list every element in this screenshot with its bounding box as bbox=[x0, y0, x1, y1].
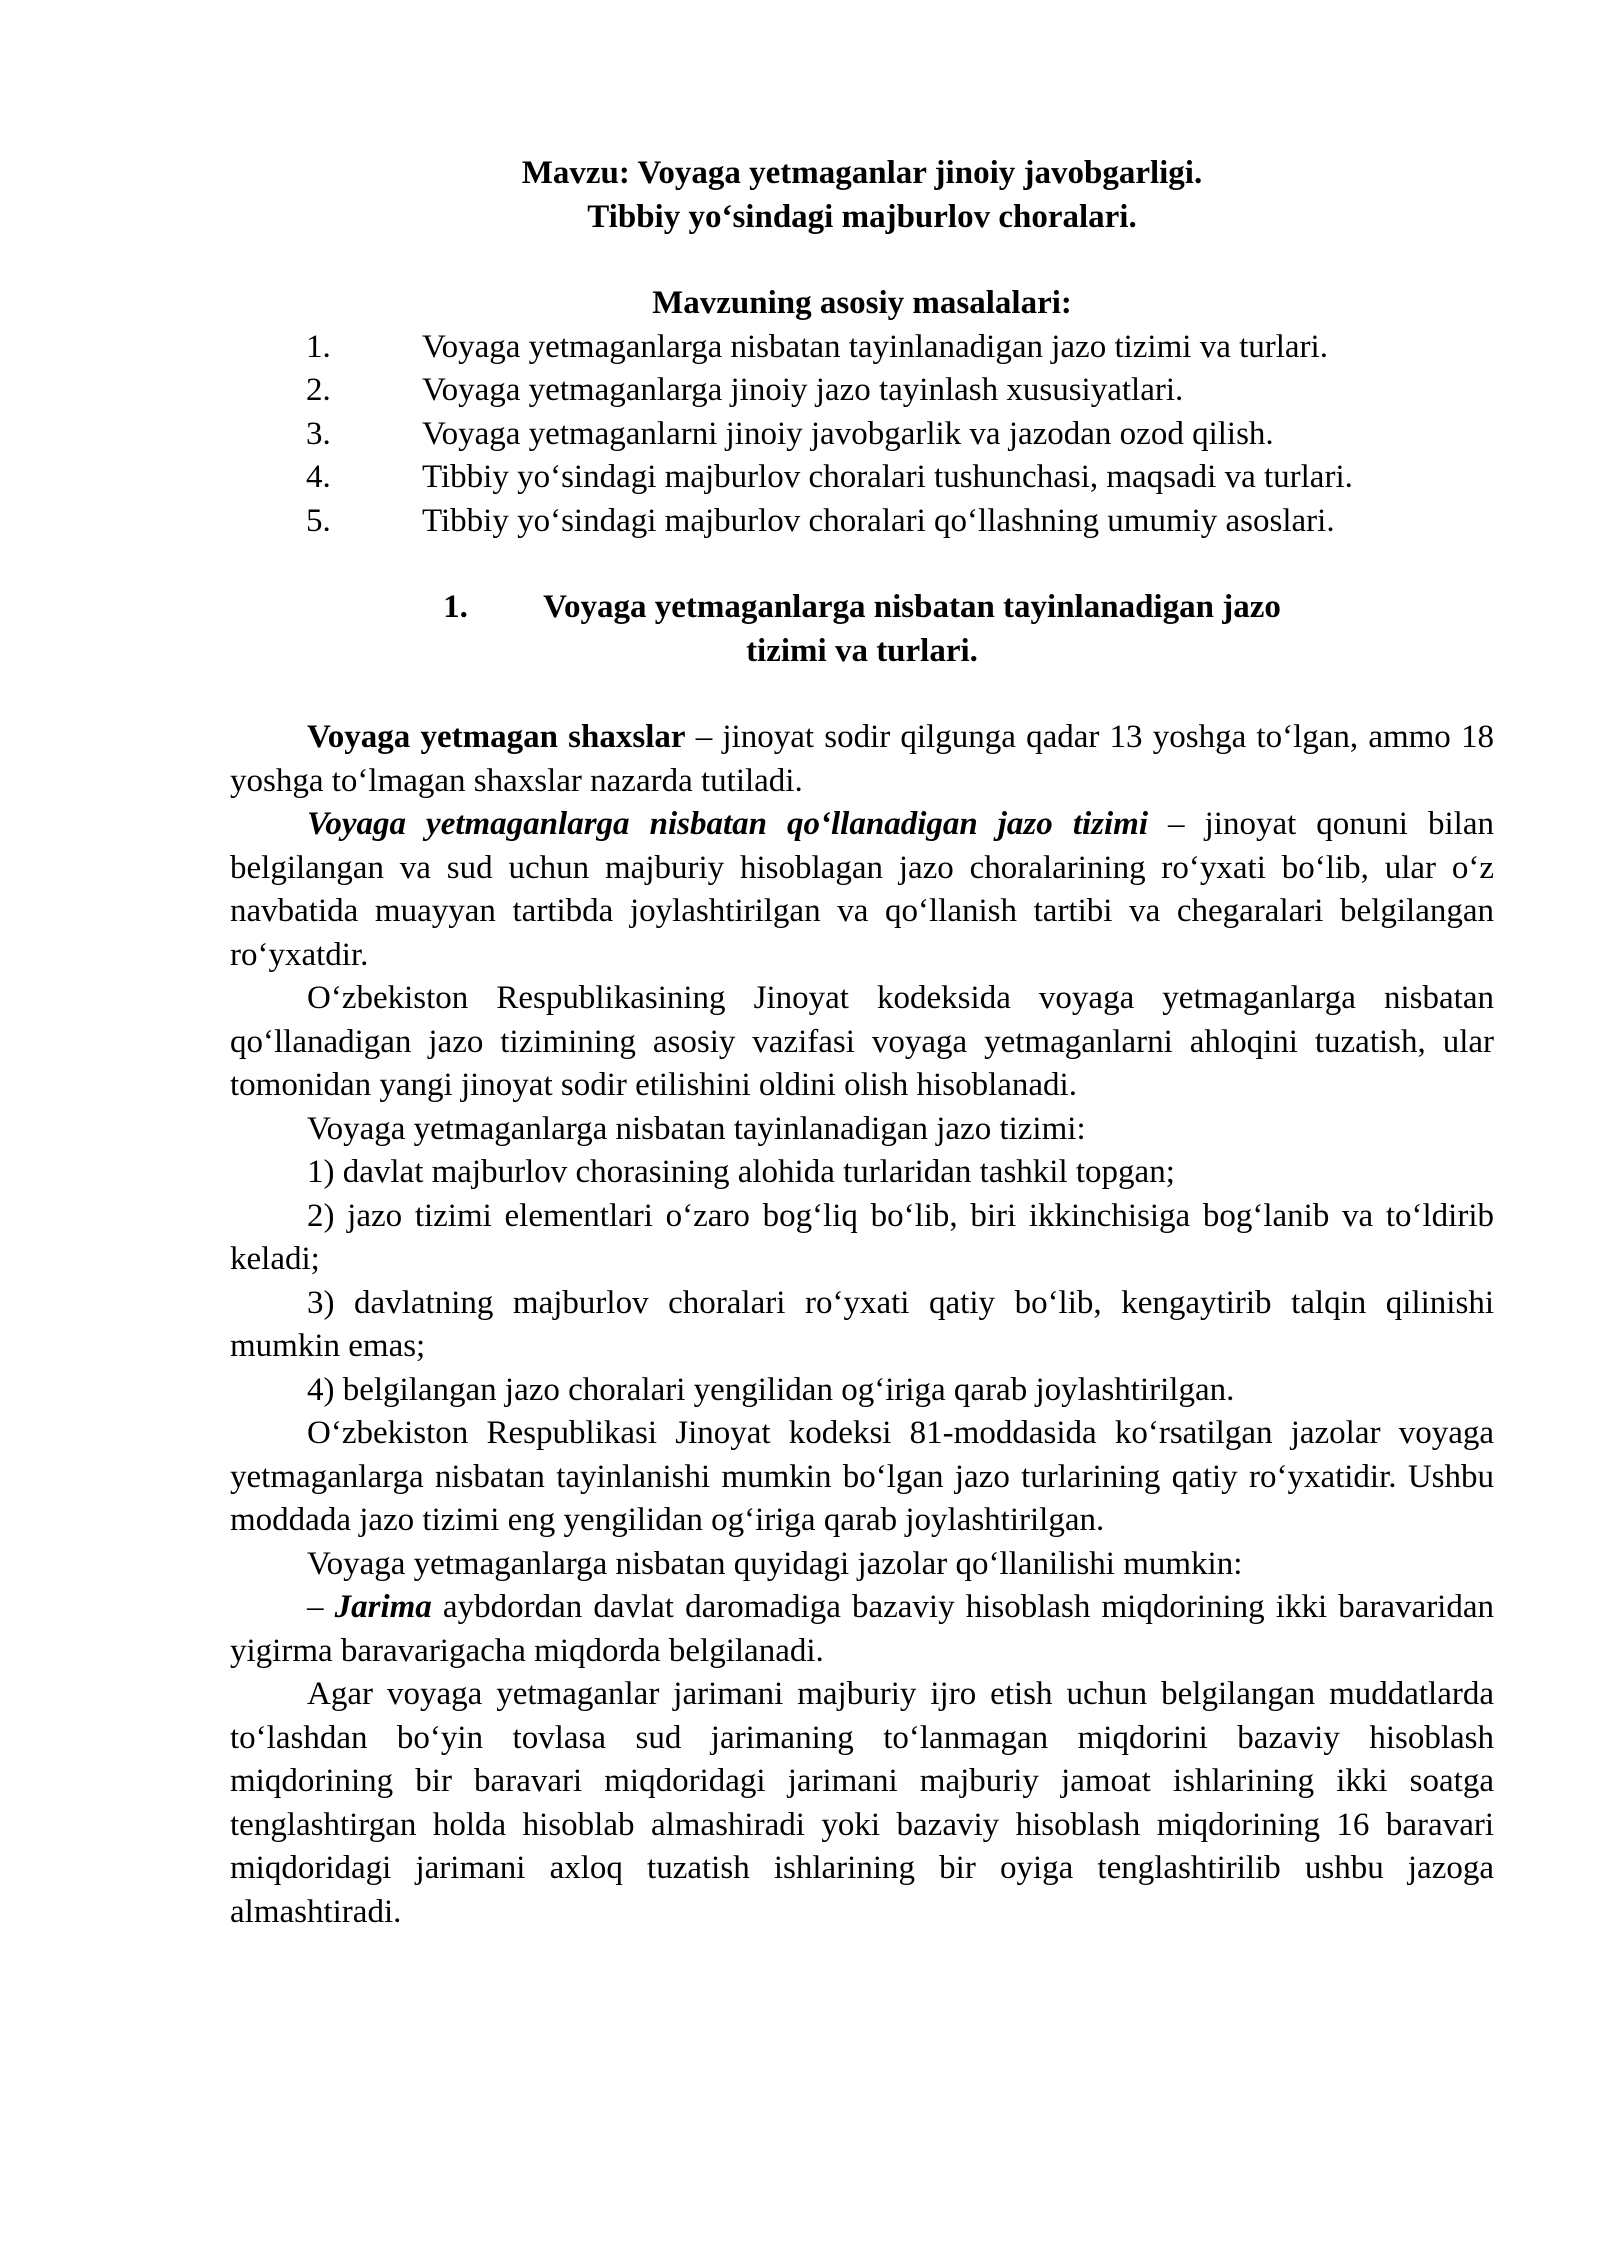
document-title bbox=[230, 152, 1494, 239]
title-line-1: Mavzu: Voyaga yetmaganlar jinoiy javobgarligi. bbox=[521, 155, 1203, 191]
list-item-text: Tibbiy yo‘sindagi majburlov choralari tushunchasi, maqsadi va turlari. bbox=[422, 459, 1353, 495]
list-item bbox=[230, 369, 1494, 413]
list-item-text: Tibbiy yo‘sindagi majburlov choralari qo‘llashning umumiy asoslari. bbox=[422, 502, 1335, 539]
list-item-text: Voyaga yetmaganlarga jinoiy jazo tayinlash xususiyatlari. bbox=[422, 372, 1184, 408]
list-item-text: Voyaga yetmaganlarni jinoiy javobgarlik va jazodan ozod qilish. bbox=[422, 415, 1274, 452]
section-1-number: 1. bbox=[443, 589, 468, 625]
term-punishment-system: Voyaga yetmaganlarga nisbatan qo‘llanadigan jazo tizimi bbox=[307, 806, 1149, 842]
paragraph: Voyaga yetmaganlarga nisbatan quyidagi jazolar qo‘llanilishi mumkin: bbox=[307, 1545, 1243, 1582]
title-line-2: Tibbiy yo‘sindagi majburlov choralari. bbox=[587, 198, 1137, 235]
paragraph: O‘zbekiston Respublikasining Jinoyat kodeksida voyaga yetmaganlarga nisbatan qo‘llanadigan jazo tizimining asosiy vazifasi voyaga yetmaganlarni ahloqini tuzatish, ular tomonidan yangi jinoyat sodir etilishini oldini olish hisoblanadi. bbox=[230, 980, 1494, 1103]
paragraph: O‘zbekiston Respublikasi Jinoyat kodeksi 81-moddasida ko‘rsatilgan jazolar voyaga yetmaganlarga nisbatan tayinlanishi mumkin bo‘lgan jazo turlarining qatiy ro‘yxatidir. Ushbu moddada jazo tizimi eng yengilidan og‘iriga qarab joylashtirilgan. bbox=[230, 1415, 1494, 1538]
list-item-number: 5. bbox=[306, 502, 331, 539]
list-item bbox=[230, 413, 1494, 457]
issues-heading: Mavzuning asosiy masalalari: bbox=[652, 285, 1072, 321]
paragraph: Voyaga yetmaganlarga nisbatan tayinlanadigan jazo tizimi: bbox=[307, 1110, 1086, 1147]
list-item bbox=[230, 500, 1494, 544]
list-item bbox=[230, 456, 1494, 500]
term-minors: Voyaga yetmagan shaxslar bbox=[307, 719, 686, 755]
list-item bbox=[230, 326, 1494, 370]
section-1-title-line-1: 1. Voyaga yetmaganlarga nisbatan tayinlanadigan jazo bbox=[230, 586, 1494, 630]
paragraph: 4) belgilangan jazo choralari yengilidan og‘iriga qarab joylashtirilgan. bbox=[307, 1371, 1235, 1408]
paragraph-definition-system: Voyaga yetmaganlarga nisbatan qo‘llanadigan jazo tizimi – jinoyat qonuni bilan belgilangan va sud uchun majburiy hisoblagan jazo choralarining ro‘yxati bo‘lib, ular o‘z navbatida muayyan tartibda joylashtirilgan va qo‘llanish tartibi va chegaralari belgilangan ro‘yxatdir. bbox=[230, 806, 1495, 973]
section-1-title-line-2: tizimi va turlari. bbox=[746, 632, 978, 669]
paragraph-definition-minors: Voyaga yetmagan shaxslar – jinoyat sodir qilgunga qadar 13 yoshga to‘lgan, ammo 18 yoshga to‘lmagan shaxslar nazarda tutiladi. bbox=[230, 719, 1494, 799]
paragraph: 2) jazo tizimi elementlari o‘zaro bog‘liq bo‘lib, biri ikkinchisiga bog‘lanib va to‘ldirib keladi; bbox=[230, 1197, 1494, 1277]
paragraph-fine: – Jarima aybdordan davlat daromadiga bazaviy hisoblash miqdorining ikki baravaridan yigirma baravarigacha miqdorda belgilanadi. bbox=[230, 1589, 1494, 1669]
paragraph: 1) davlat majburlov chorasining alohida turlaridan tashkil topgan; bbox=[307, 1154, 1175, 1190]
list-item-number: 2. bbox=[306, 372, 331, 408]
paragraph: 3) davlatning majburlov choralari ro‘yxati qatiy bo‘lib, kengaytirib talqin qilinishi mumkin emas; bbox=[230, 1284, 1494, 1364]
list-item-text: Voyaga yetmaganlarga nisbatan tayinlanadigan jazo tizimi va turlari. bbox=[422, 328, 1328, 365]
list-item-number: 3. bbox=[306, 415, 331, 452]
term-fine: Jarima bbox=[334, 1589, 432, 1625]
issues-list bbox=[230, 326, 1494, 544]
paragraph: Agar voyaga yetmaganlar jarimani majburiy ijro etish uchun belgilangan muddatlarda to‘lashdan bo‘yin tovlasa sud jarimaning to‘lanmagan miqdorini bazaviy hisoblash miqdorining bir baravari miqdoridagi jarimani majburiy jamoat ishlarining ikki soatga tenglashtirgan holda hisoblab almashiradi yoki bazaviy hisoblash miqdorining 16 baravari miqdoridagi jarimani axloq tuzatish ishlarining bir oyiga tenglashtirilib ushbu jazoga almashtiradi. bbox=[230, 1676, 1494, 1930]
section-1-heading bbox=[230, 586, 1494, 673]
document-page bbox=[230, 152, 1494, 1934]
list-item-number: 1. bbox=[306, 328, 331, 365]
list-item-number: 4. bbox=[306, 459, 331, 495]
